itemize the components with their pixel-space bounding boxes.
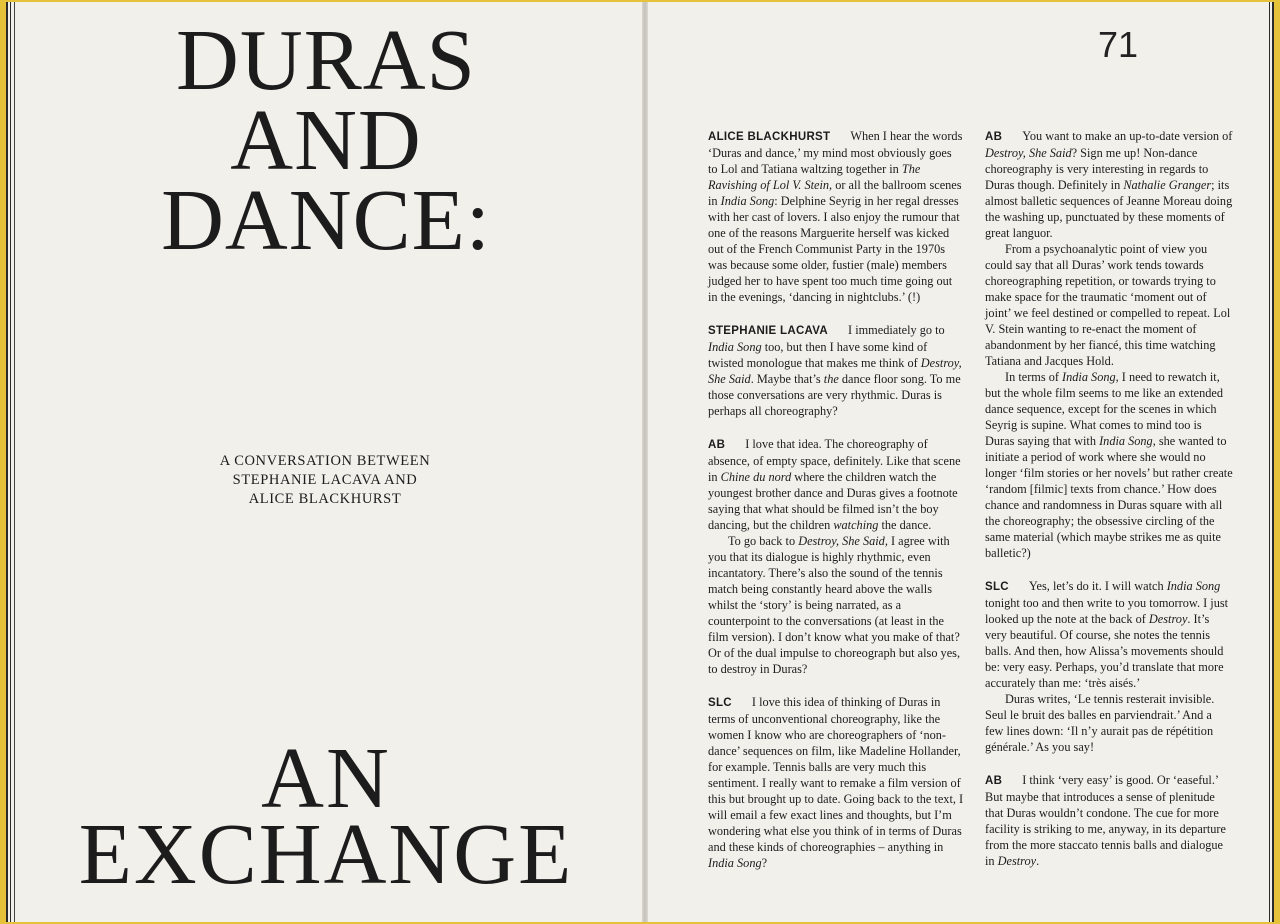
body-text: Duras writes, ‘Le tennis resterait invisible. Seul le bruit des balles en parviendrait.’ And a few lines down: ‘Il n’y aurait pas de répétition générale.’ As you say! (985, 692, 1215, 754)
body-text: You want to make an up-to-date version of (1022, 129, 1233, 143)
italic-text: Nathalie Granger (1123, 178, 1212, 192)
text-column-2 (985, 128, 1233, 886)
speaker-label: SLC (985, 581, 1009, 593)
title-line: AND (230, 91, 422, 188)
italic-text: watching (833, 518, 879, 532)
subtitle-line: A CONVERSATION BETWEEN (219, 453, 431, 469)
italic-text: The Ravishing of Lol V. Stein (708, 162, 921, 192)
dialogue-paragraph (985, 772, 1233, 869)
italic-text: India Song (708, 856, 762, 870)
dialogue-entry (708, 694, 964, 871)
dialogue-paragraph (708, 533, 964, 677)
italic-text: India Song (1099, 434, 1153, 448)
dialogue-paragraph (985, 241, 1233, 369)
italic-text: India Song (1166, 579, 1221, 593)
speaker-label: STEPHANIE LACAVA (708, 325, 829, 337)
body-text: When I hear the words ‘Duras and dance,’ my mind most obviously goes to Lol and Tatiana waltzing together in (708, 129, 963, 176)
body-text: In terms of (1005, 370, 1063, 384)
body-text: I love that idea. The choreography of absence, of empty space, definitely. Like that scene in (708, 437, 961, 484)
body-text: where the children watch the youngest brother dance and Duras gives a footnote saying that what should be filmed isn’t the boy dancing, but the children (708, 470, 958, 532)
page-edge-left (6, 2, 20, 922)
title-line: DANCE: (161, 171, 491, 268)
speaker-label: AB (985, 131, 1003, 143)
speaker-label: ALICE BLACKHURST (708, 131, 831, 143)
dialogue-entry (708, 128, 964, 305)
italic-text: Destroy, She Said (985, 146, 1072, 160)
bottom-title-line: AN (261, 729, 391, 826)
body-text: From a psychoanalytic point of view you could say that all Duras’ work tends towards choreographing repetition, or towards trying to make space for the traumatic ‘moment out of joint’ we feel destined or compelled to repeat. Lol V. Stein wanting to re-enact the moment of abandonment by her fiancé, this time watching Tatiana and Jacques Hold. (985, 242, 1231, 368)
dialogue-paragraph (985, 691, 1233, 755)
dialogue-paragraph (708, 436, 964, 533)
dialogue-entry (985, 772, 1233, 869)
dialogue-entry (708, 322, 964, 419)
dialogue-paragraph (985, 369, 1233, 561)
book-spread (6, 2, 1274, 922)
body-text: the dance. (878, 518, 932, 532)
body-text: : Delphine Seyrig in her regal dresses with her cast of lovers. I also enjoy the rumour that one of the reasons Marguerite herself was kicked out of the French Communist Party in the 1970s was because some older, fustier (male) members judged her to have spent too much time going out in the evenings, ‘dancing in nightclubs.’ (!) (708, 194, 960, 304)
subtitle-line: STEPHANIE LACAVA AND (232, 472, 418, 488)
body-text: . It’s very beautiful. Of course, she notes the tennis balls. And then, how Alissa’s movements should be: very easy. Perhaps, you’d translate that more accurately than me: ‘très aisés.’ (985, 612, 1224, 690)
body-text: I need to rewatch it, but the whole film seems to me like an extended dance sequence, except for the scenes in which Seyrig is supine. What comes to mind too is Duras saying that with (985, 370, 1224, 448)
body-text: To go back to (728, 534, 799, 548)
dialogue-paragraph (708, 694, 964, 871)
italic-text: Destroy (1148, 612, 1188, 626)
italic-text: India Song (720, 194, 775, 208)
body-text: ; its almost balletic sequences of Jeanne Moreau doing the washing up, punctuated by these moments of great languor. (985, 178, 1233, 240)
speaker-label: AB (985, 775, 1003, 787)
italic-text: Destroy (997, 854, 1037, 868)
body-text: I agree with you that its dialogue is highly rhythmic, even incantatory. There’s also the sound of the tennis match being constantly heard above the walls whilst the ‘story’ is being narrated, as a counterpoint to the conversations (at least in the film version). I don’t know what you make of that? Or of the dual impulse to choreograph but also yes, to destroy in Duras? (708, 534, 961, 676)
article-title (136, 11, 516, 268)
dialogue-paragraph (708, 128, 964, 305)
text-column-1 (708, 128, 964, 888)
italic-text: Chine du nord (720, 470, 792, 484)
italic-text: Destroy, She Said (708, 356, 962, 386)
body-text: too, but then I have some kind of twisted monologue that makes me think of (708, 340, 928, 370)
body-text: tonight too and then write to you tomorrow. I just looked up the note at the back of (985, 596, 1229, 626)
body-text: ? Sign me up! Non-dance choreography is very interesting in regards to Duras though. Definitely in (985, 146, 1209, 192)
subtitle-line: ALICE BLACKHURST (248, 491, 402, 507)
dialogue-entry (708, 436, 964, 677)
body-text: I think ‘very easy’ is good. Or ‘easeful.’ But maybe that introduces a sense of plenitude that Duras wouldn’t condone. The cue for more facility is striking to me, anyway, in its departure from the more staccato tennis balls and dialogue in (985, 773, 1226, 868)
dialogue-entry (985, 578, 1233, 755)
dialogue-paragraph (708, 322, 964, 419)
bottom-title-line: EXCHANGE (78, 805, 574, 902)
page-edge-right (1264, 2, 1274, 922)
dialogue-paragraph (985, 578, 1233, 691)
speaker-label: AB (708, 439, 726, 451)
body-text: ? (761, 856, 768, 870)
bottom-title (46, 729, 606, 902)
dialogue-entry (985, 128, 1233, 561)
body-text: I love this idea of thinking of Duras in terms of unconventional choreography, like the women I know who are choreographers of ‘non-dance’ sequences on film, like Madeline Hollander, for example. Tennis balls are very much this sentiment. I really want to remake a film version of this but brought up to date. Going back to the text, I will email a few exact lines and thoughts, but I’m wondering what else you think of in terms of Duras and these kinds of choreographies – anything in (708, 695, 964, 854)
body-text: dance floor song. To me those conversations are very rhythmic. Duras is perhaps all choreography? (708, 372, 961, 418)
italic-text: the (823, 372, 839, 386)
right-page (648, 2, 1274, 922)
subtitle (196, 452, 454, 509)
speaker-label: SLC (708, 697, 732, 709)
italic-text: India Song (708, 340, 762, 354)
body-text: , she wanted to initiate a period of work where she would no longer ‘film stories or her novels’ but rather create ‘random [filmic] texts from chance.’ How does chance and randomness in Duras square with all the choreography; the obsessive circling of the same material (which maybe strikes me as quite balletic?) (985, 434, 1233, 560)
body-text: Yes, let’s do it. I will watch (1028, 579, 1167, 593)
body-text: , or all the ballroom scenes in (708, 178, 962, 208)
title-line: DURAS (176, 11, 476, 108)
left-page (6, 2, 642, 922)
page-number: 71 (1098, 24, 1139, 65)
body-text: I immediately go to (848, 323, 945, 337)
body-text: . (1036, 854, 1040, 868)
italic-text: India Song, (1062, 370, 1119, 384)
body-text: . Maybe that’s (750, 372, 824, 386)
dialogue-paragraph (985, 128, 1233, 241)
italic-text: Destroy, She Said, (798, 534, 888, 548)
